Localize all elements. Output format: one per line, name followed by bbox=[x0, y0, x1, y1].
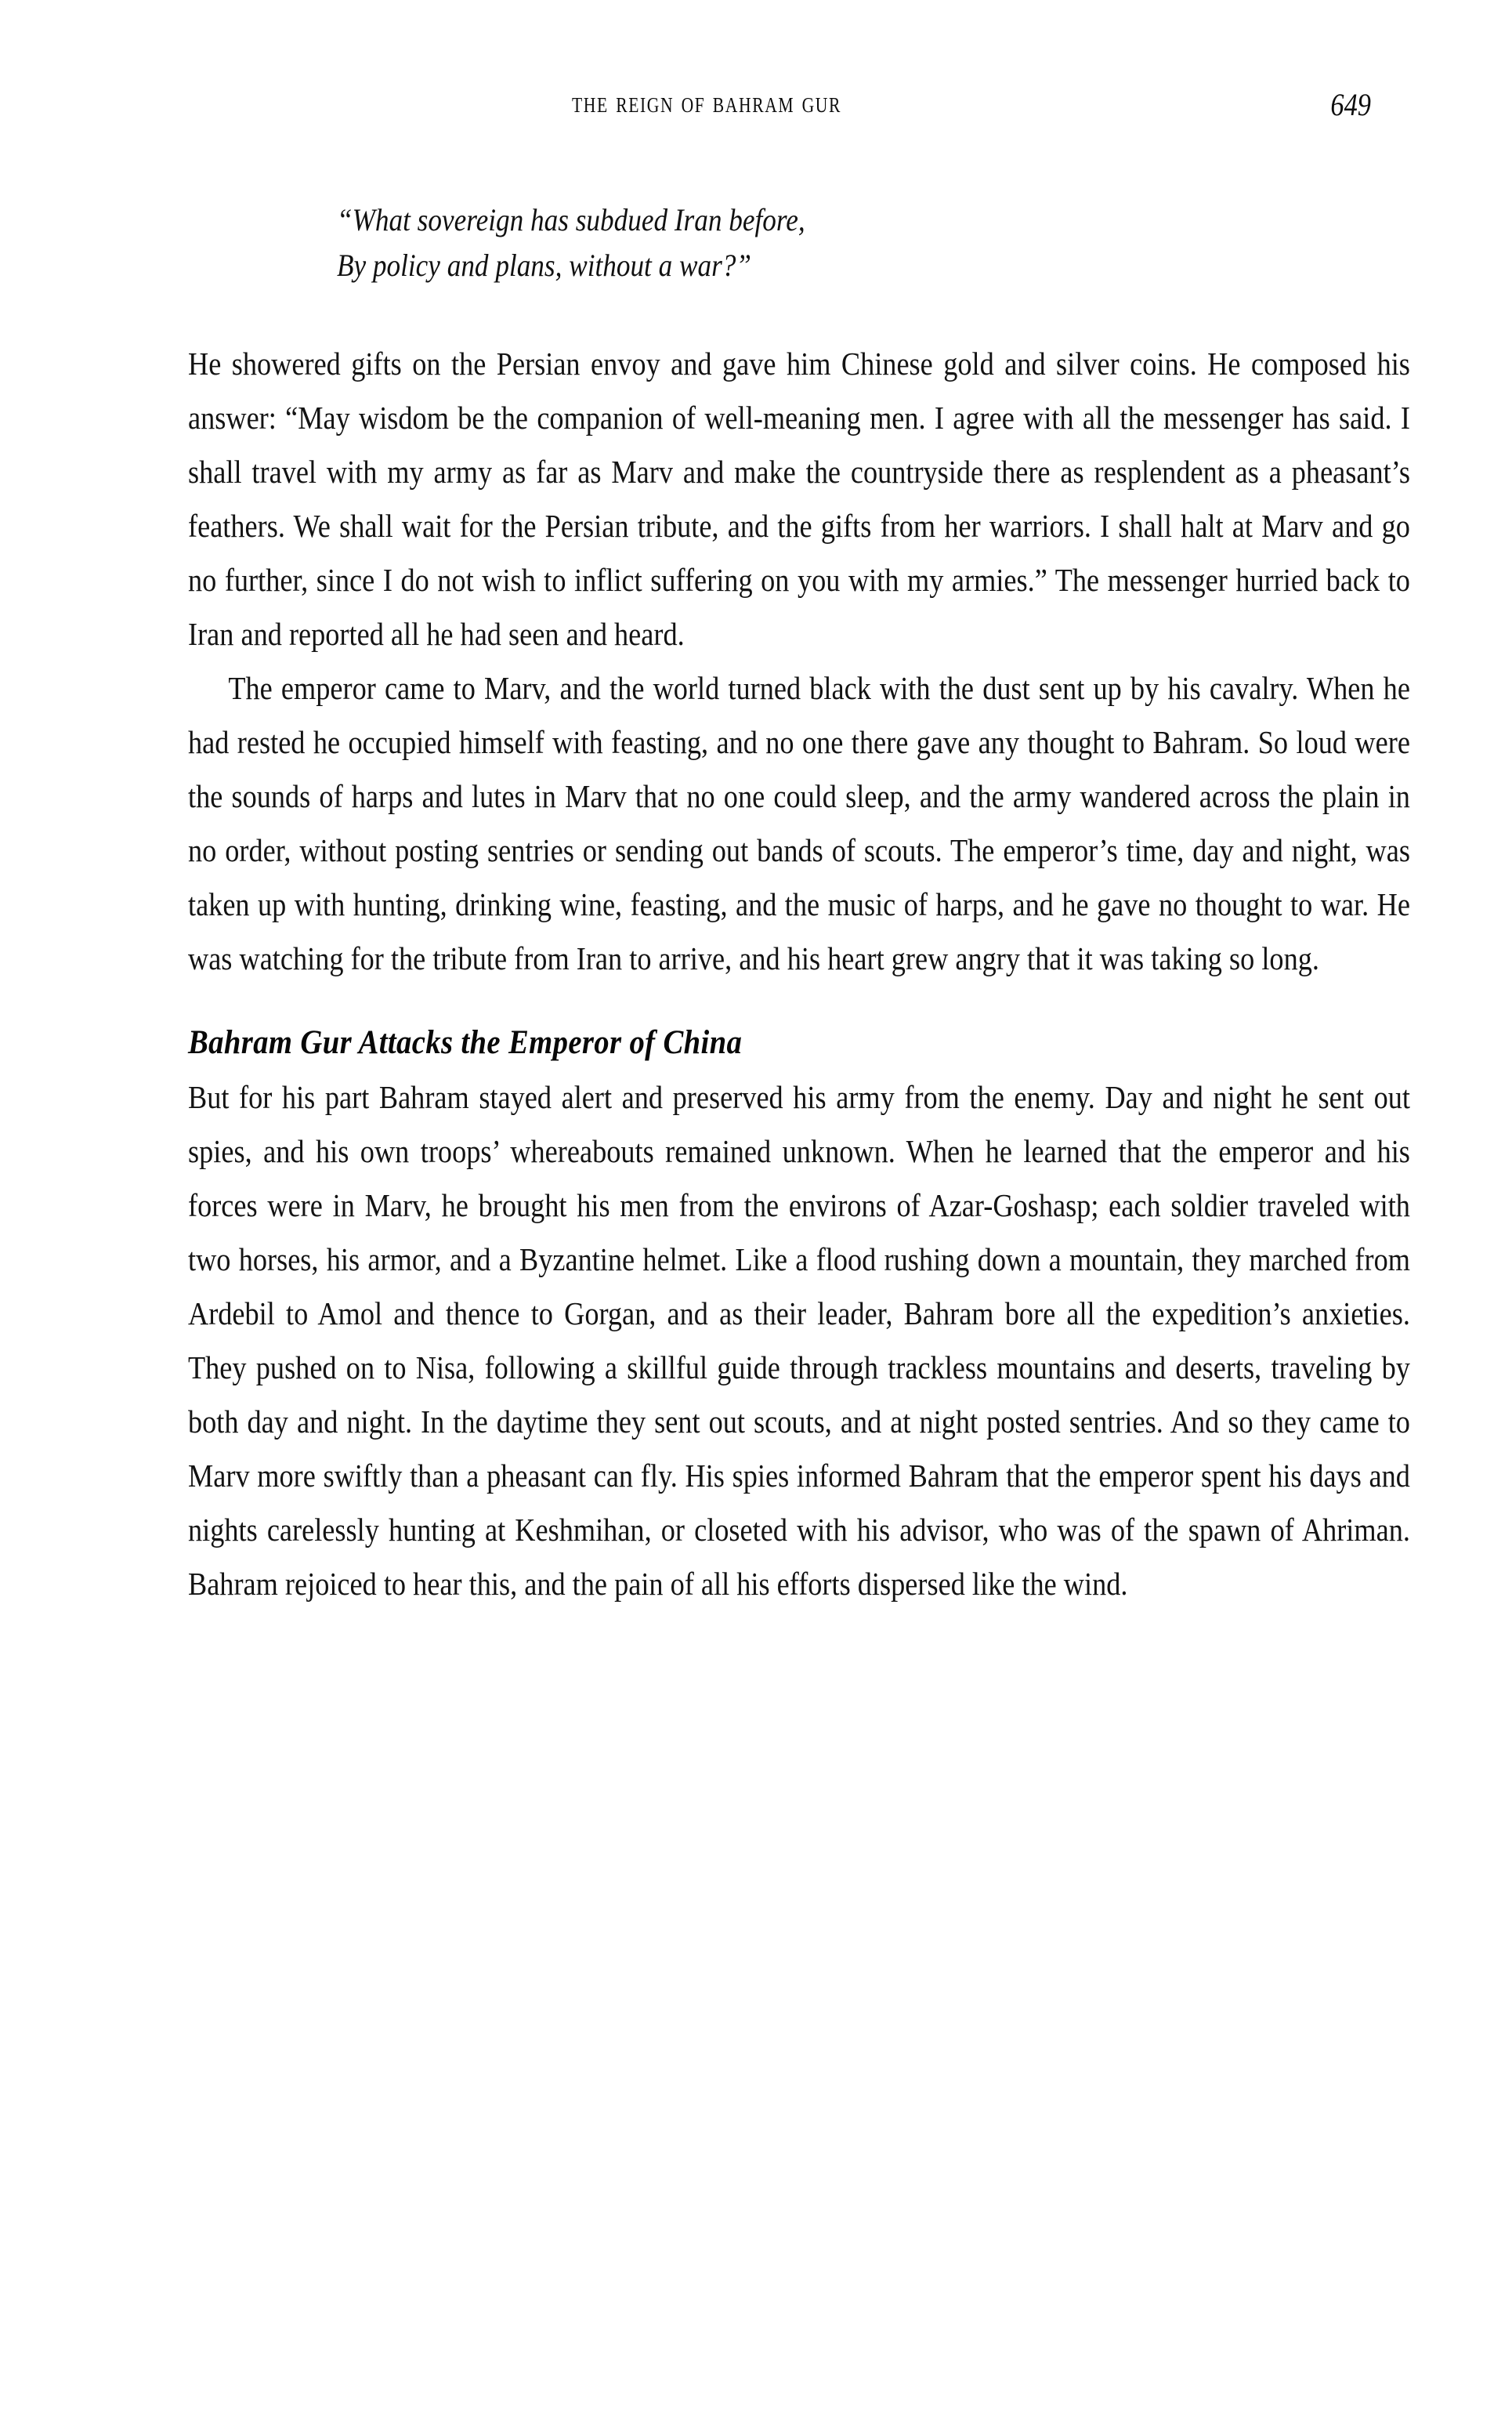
epigraph-verse bbox=[337, 197, 1282, 288]
section-heading: Bahram Gur Attacks the Emperor of China bbox=[188, 1024, 743, 1061]
section-paragraph-1: But for his part Bahram stayed alert and preserved his army from the enemy. Day and night he sent out spies, and his own troops’ whereabouts remained unknown. When he learned that the emperor and his forces were in Marv, he brought his men from the environs of Azar-Goshasp; each soldier traveled with two horses, his armor, and a Byzantine helmet. Like a flood rushing down a mountain, they marched from Ardebil to Amol and thence to Gorgan, and as their leader, Bahram bore all the expedition’s anxieties. They pushed on to Nisa, following a skillful guide through trackless mountains and deserts, traveling by both day and night. In the daytime they sent out scouts, and at night posted sentries. And so they came to Marv more swiftly than a pheasant can fly. His spies informed Bahram that the emperor spent his days and nights carelessly hunting at Keshmihan, or closeted with his advisor, who was of the spawn of Ahriman. Bahram rejoiced to hear this, and the pain of all his efforts dispersed like the wind. bbox=[188, 1079, 1410, 1602]
text-block bbox=[188, 197, 1410, 1611]
page-number: 649 bbox=[1330, 87, 1371, 122]
body-paragraph-1: He showered gifts on the Persian envoy and gave him Chinese gold and silver coins. He composed his answer: “May wisdom be the companion of well-meaning men. I agree with all the messenger has said. I shall travel with my army as far as Marv and make the countryside there as resplendent as a pheasant’s feathers. We shall wait for the Persian tribute, and the gifts from her warriors. I shall halt at Marv and go no further, since I do not wish to inflict suffering on you with my armies.” The messenger hurried back to Iran and reported all he had seen and heard. bbox=[188, 346, 1410, 652]
epigraph-line-1: “What sovereign has subdued Iran before, bbox=[337, 202, 805, 237]
running-head-title: the reign of bahram gur bbox=[572, 85, 842, 119]
body-paragraph-2: The emperor came to Marv, and the world turned black with the dust sent up by his cavalry. When he had rested he occupied himself with feasting, and no one there gave any thought to Bahram. So loud were the sounds of harps and lutes in Marv that no one could sleep, and the army wandered across the plain in no order, without posting sentries or sending out bands of scouts. The emperor’s time, day and night, was taken up with hunting, drinking wine, feasting, and the music of harps, and he gave no thought to war. He was watching for the tribute from Iran to arrive, and his heart grew angry that it was taking so long. bbox=[188, 670, 1410, 976]
running-head bbox=[188, 85, 1371, 139]
epigraph-line-2: By policy and plans, without a war?” bbox=[337, 248, 751, 283]
